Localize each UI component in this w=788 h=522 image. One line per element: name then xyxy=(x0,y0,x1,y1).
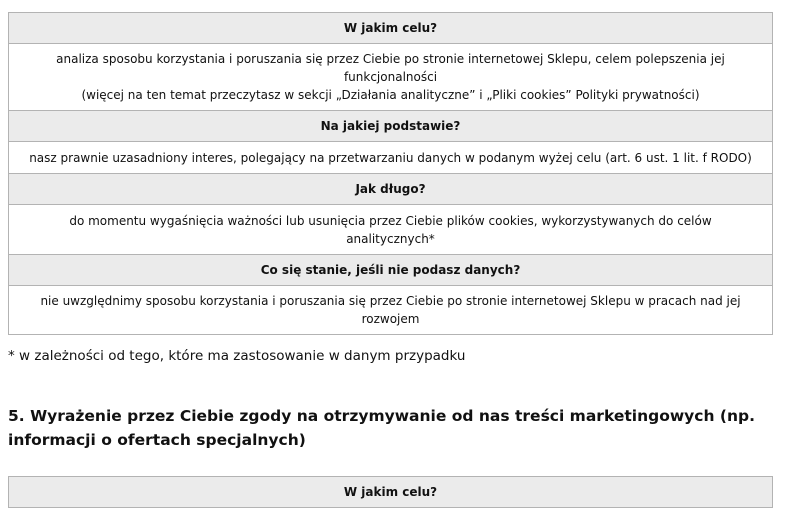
consequence-cell: nie uwzględnimy sposobu korzystania i poruszania się przez Ciebie po stronie internetowej Sklepu w pracach nad jej rozwojem xyxy=(9,286,773,335)
purpose-cell xyxy=(9,44,773,111)
duration-header: Jak długo? xyxy=(9,174,773,205)
purpose-text: analiza sposobu korzystania i poruszania się przez Ciebie po stronie internetowej Sklepu, celem polepszenia jej funkcjonalności xyxy=(56,52,725,84)
table-header-row xyxy=(9,255,773,286)
table-row xyxy=(9,142,773,174)
table-row xyxy=(9,286,773,335)
marketing-consent-table xyxy=(8,476,773,508)
footnote: * w zależności od tego, które ma zastosowanie w danym przypadku xyxy=(8,348,466,364)
purpose-header: W jakim celu? xyxy=(9,13,773,44)
legal-basis-cell: nasz prawnie uzasadniony interes, polegający na przetwarzaniu danych w podanym wyżej celu (art. 6 ust. 1 lit. f RODO) xyxy=(9,142,773,174)
consequence-header: Co się stanie, jeśli nie podasz danych? xyxy=(9,255,773,286)
data-processing-table xyxy=(8,12,773,335)
table-header-row xyxy=(9,477,773,508)
table-header-row xyxy=(9,111,773,142)
legal-basis-header: Na jakiej podstawie? xyxy=(9,111,773,142)
table-row xyxy=(9,44,773,111)
duration-cell: do momentu wygaśnięcia ważności lub usunięcia przez Ciebie plików cookies, wykorzystywanych do celów analitycznych* xyxy=(9,205,773,255)
table-header-row xyxy=(9,174,773,205)
purpose-header: W jakim celu? xyxy=(9,477,773,508)
table-row xyxy=(9,205,773,255)
purpose-more-info: (więcej na ten temat przeczytasz w sekcji „Działania analityczne” i „Pliki cookies” Polityki prywatności) xyxy=(81,88,700,102)
section-heading: 5. Wyrażenie przez Ciebie zgody na otrzymywanie od nas treści marketingowych (np. informacji o ofertach specjalnych) xyxy=(8,407,755,449)
table-header-row xyxy=(9,13,773,44)
